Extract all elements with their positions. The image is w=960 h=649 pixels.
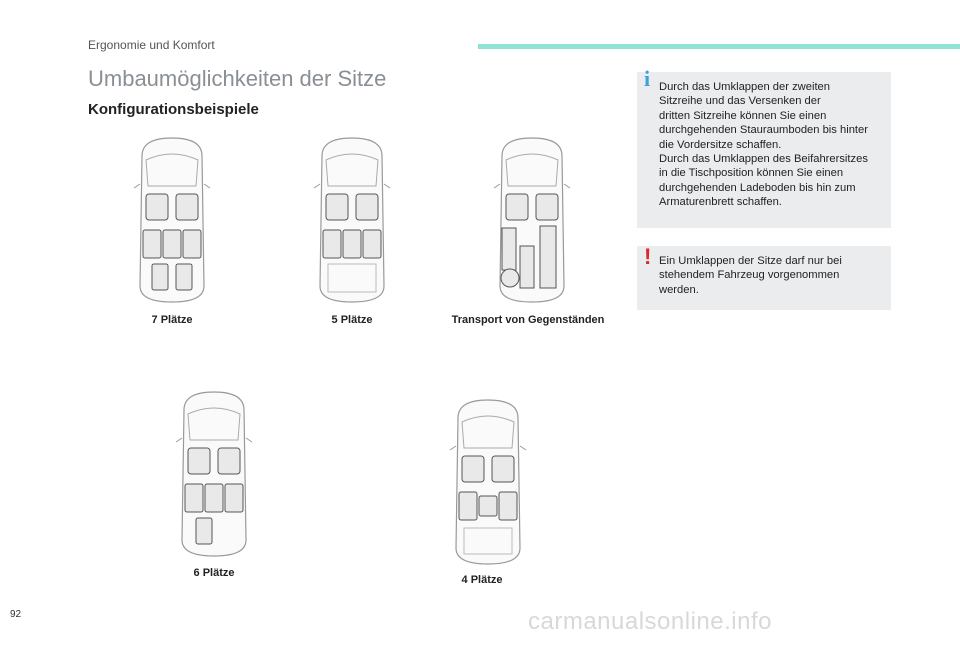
page-number: 92 <box>10 609 22 620</box>
caption-7-seats: 7 Plätze <box>151 314 193 326</box>
warning-note-text: Ein Umklappen der Sitze darf nur bei stehendem Fahrzeug vorgenommen werden. <box>659 255 842 296</box>
car-diagram-5-seats <box>312 136 392 306</box>
info-icon: i <box>644 66 651 91</box>
caption-transport: Transport von Gegenständen <box>451 314 605 326</box>
info-note-text: Durch das Umklappen der zweiten Sitzreihe und das Versenken der dritten Sitzreihe können Sie einen durchgehenden Stauraumboden bis hinter die Vordersitze schaffen. Durch das Umklappen des Beifahrersitzes in die Tischposition können Sie einen durchgehenden Ladeboden bis hin zum Armaturenbrett schaffen. <box>659 81 868 209</box>
caption-4-seats: 4 Plätze <box>461 574 503 586</box>
section-label: Ergonomie und Komfort <box>88 38 215 52</box>
page-subtitle: Konfigurationsbeispiele <box>88 101 259 118</box>
car-diagram-6-seats <box>174 390 254 560</box>
info-note <box>637 66 891 228</box>
car-diagram-7-seats <box>132 136 212 306</box>
caption-6-seats: 6 Plätze <box>193 567 235 579</box>
caption-5-seats: 5 Plätze <box>331 314 373 326</box>
car-diagram-4-seats <box>448 398 528 568</box>
warning-icon: ! <box>644 244 652 269</box>
page-title: Umbaumöglichkeiten der Sitze <box>88 66 387 91</box>
watermark: carmanualsonline.info <box>528 608 772 635</box>
warning-note <box>637 246 891 310</box>
car-diagram-transport <box>492 136 572 306</box>
section-accent-bar <box>478 44 960 49</box>
